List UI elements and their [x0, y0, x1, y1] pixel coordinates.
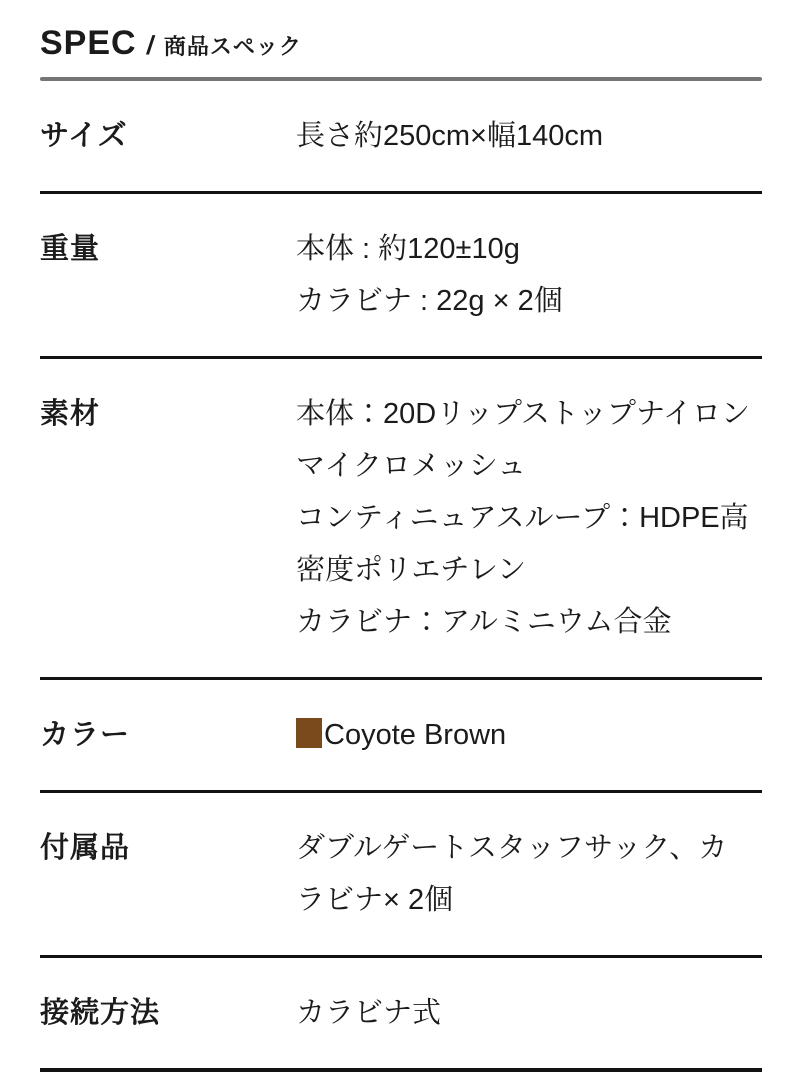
spec-value-line: 本体：20Dリップストップナイロンマイクロメッシュ	[296, 398, 750, 482]
spec-row	[40, 958, 762, 1072]
spec-row	[40, 359, 762, 680]
spec-row-value	[296, 388, 751, 648]
spec-value-line	[296, 709, 751, 761]
spec-row-label: カラー	[40, 719, 131, 751]
spec-value-line: ダブルゲートスタッフサック、カラビナ× 2個	[296, 832, 728, 916]
coyote-brown-swatch	[296, 718, 322, 748]
spec-row-label: 重量	[40, 233, 101, 265]
spec-row-value	[296, 223, 751, 327]
section-title-ja: 商品スペック	[163, 34, 302, 59]
section-header	[40, 24, 762, 63]
spec-row-value	[296, 110, 751, 162]
spec-row-label: 素材	[40, 398, 101, 430]
spec-row	[40, 81, 762, 194]
spec-value-line: カラビナ式	[296, 997, 442, 1029]
spec-row	[40, 680, 762, 793]
spec-value-line: 本体 : 約120±10g	[296, 233, 520, 265]
section-title-separator: /	[144, 30, 157, 60]
color-name-text: Coyote Brown	[324, 719, 507, 751]
section-title-en: SPEC	[40, 24, 137, 62]
spec-row-value	[296, 709, 751, 761]
spec-value-line: カラビナ：アルミニウム合金	[296, 606, 672, 638]
spec-value-line: カラビナ : 22g × 2個	[296, 285, 563, 317]
spec-table	[40, 81, 762, 1072]
spec-value-line: コンティニュアスループ：HDPE高密度ポリエチレン	[296, 502, 749, 586]
spec-row-label: 付属品	[40, 832, 131, 864]
spec-row-value	[296, 822, 751, 926]
spec-value-line: 長さ約250cm×幅140cm	[296, 120, 604, 152]
spec-row	[40, 793, 762, 958]
spec-row	[40, 194, 762, 359]
spec-row-label: サイズ	[40, 120, 128, 152]
spec-row-value	[296, 987, 751, 1039]
spec-row-label: 接続方法	[40, 997, 161, 1029]
